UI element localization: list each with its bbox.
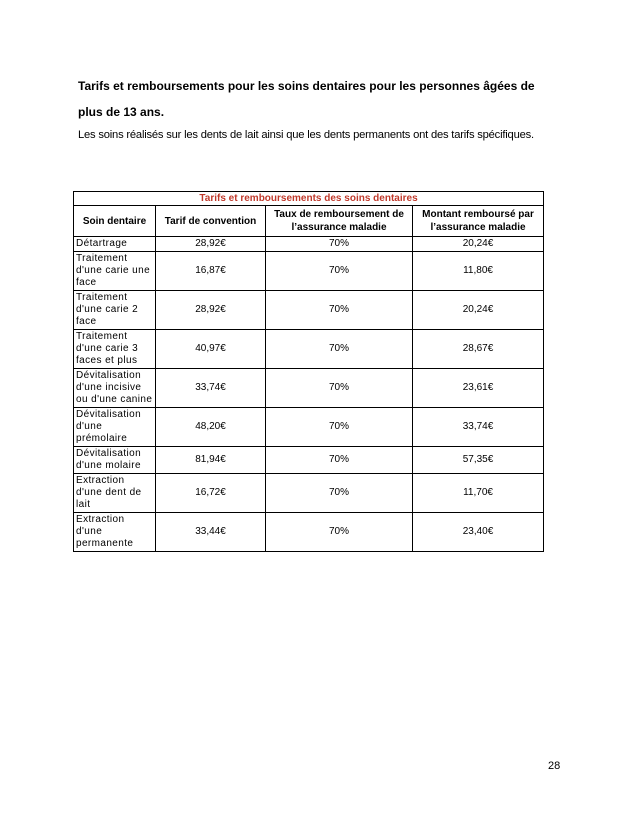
cell-taux: 70% bbox=[266, 330, 413, 369]
cell-soin: Détartrage bbox=[74, 237, 156, 252]
table-row bbox=[74, 369, 544, 408]
cell-tarif: 48,20€ bbox=[156, 408, 266, 447]
cell-tarif: 40,97€ bbox=[156, 330, 266, 369]
header-montant: Montant remboursé par l’assurance maladie bbox=[413, 206, 544, 237]
cell-montant: 28,67€ bbox=[413, 330, 544, 369]
table-row bbox=[74, 447, 544, 474]
cell-montant: 23,40€ bbox=[413, 513, 544, 552]
intro-paragraph: Les soins réalisés sur les dents de lait ainsi que les dents permanents ont des tarifs spécifiques. bbox=[78, 129, 534, 141]
table-row bbox=[74, 474, 544, 513]
page-number: 28 bbox=[548, 760, 561, 772]
cell-soin: Traitement d'une carie 3 faces et plus bbox=[74, 330, 156, 369]
table-row bbox=[74, 513, 544, 552]
cell-taux: 70% bbox=[266, 291, 413, 330]
cell-taux: 70% bbox=[266, 252, 413, 291]
cell-soin: Dévitalisation d'une incisive ou d'une canine bbox=[74, 369, 156, 408]
cell-tarif: 81,94€ bbox=[156, 447, 266, 474]
table-row bbox=[74, 237, 544, 252]
table-row bbox=[74, 252, 544, 291]
cell-montant: 33,74€ bbox=[413, 408, 544, 447]
cell-montant: 20,24€ bbox=[413, 237, 544, 252]
cell-tarif: 33,44€ bbox=[156, 513, 266, 552]
cell-taux: 70% bbox=[266, 369, 413, 408]
cell-soin: Traitement d'une carie 2 face bbox=[74, 291, 156, 330]
table-row bbox=[74, 330, 544, 369]
cell-tarif: 28,92€ bbox=[156, 291, 266, 330]
cell-soin: Extraction d'une dent de lait bbox=[74, 474, 156, 513]
cell-soin: Dévitalisation d'une molaire bbox=[74, 447, 156, 474]
table-caption: Tarifs et remboursements des soins dentaires bbox=[74, 192, 544, 206]
cell-montant: 20,24€ bbox=[413, 291, 544, 330]
cell-soin: Extraction d'une permanente bbox=[74, 513, 156, 552]
cell-montant: 11,70€ bbox=[413, 474, 544, 513]
cell-taux: 70% bbox=[266, 513, 413, 552]
cell-tarif: 16,87€ bbox=[156, 252, 266, 291]
cell-montant: 57,35€ bbox=[413, 447, 544, 474]
cell-taux: 70% bbox=[266, 447, 413, 474]
cell-tarif: 33,74€ bbox=[156, 369, 266, 408]
cell-taux: 70% bbox=[266, 237, 413, 252]
page-heading: Tarifs et remboursements pour les soins dentaires pour les personnes âgées de plus de 13 ans. bbox=[78, 79, 535, 119]
header-taux: Taux de remboursement de l’assurance maladie bbox=[266, 206, 413, 237]
table-row bbox=[74, 408, 544, 447]
cell-soin: Dévitalisation d'une prémolaire bbox=[74, 408, 156, 447]
cell-taux: 70% bbox=[266, 474, 413, 513]
cell-taux: 70% bbox=[266, 408, 413, 447]
cell-tarif: 16,72€ bbox=[156, 474, 266, 513]
header-tarif: Tarif de convention bbox=[156, 206, 266, 237]
cell-tarif: 28,92€ bbox=[156, 237, 266, 252]
cell-montant: 23,61€ bbox=[413, 369, 544, 408]
cell-montant: 11,80€ bbox=[413, 252, 544, 291]
rates-table bbox=[73, 191, 544, 552]
cell-soin: Traitement d'une carie une face bbox=[74, 252, 156, 291]
header-soin: Soin dentaire bbox=[74, 206, 156, 237]
table-row bbox=[74, 291, 544, 330]
